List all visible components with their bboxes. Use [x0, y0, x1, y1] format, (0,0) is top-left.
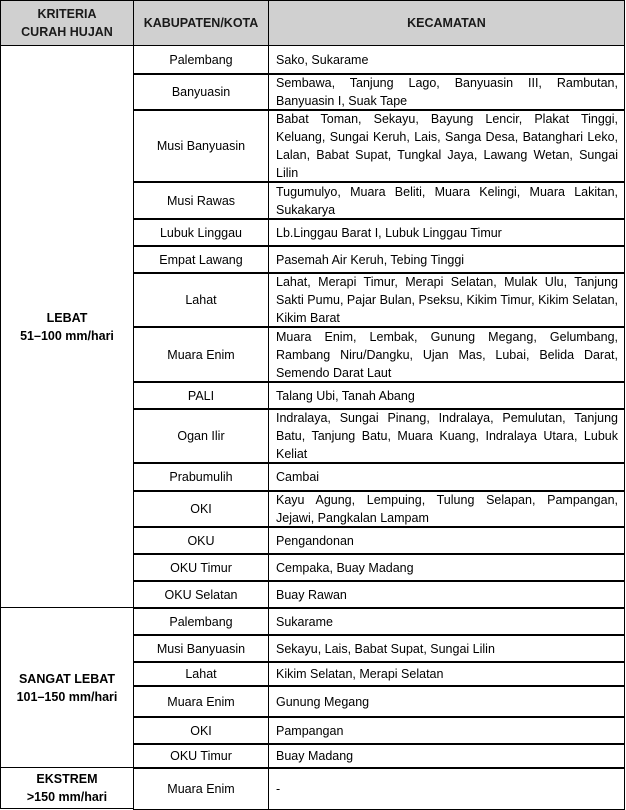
district-cell: [268, 553, 625, 582]
district-cell: [268, 743, 625, 769]
regency-label: Muara Enim: [167, 347, 235, 362]
criteria-cell-sangat-lebat: [0, 607, 134, 768]
regency-label: Lahat: [185, 667, 217, 681]
district-list: Sekayu, Lais, Babat Supat, Sungai Lilin: [276, 641, 495, 656]
district-list: Sako, Sukarame: [276, 53, 369, 67]
regency-label: OKU: [187, 533, 215, 548]
regency-label: Prabumulih: [169, 470, 233, 484]
regency-label: OKI: [190, 502, 212, 516]
header-district: [268, 0, 625, 46]
regency-cell-oki: [133, 490, 269, 528]
district-list: -: [276, 781, 281, 796]
district-list: Lahat, Merapi Timur, Merapi Selatan, Mulak Ulu, Tanjung Sakti Pumu, Pajar Bulan, Pseksu, Kikim Timur, Kikim Selatan, Kikim Barat: [276, 275, 618, 325]
district-cell: [268, 607, 625, 636]
regency-cell-lahat: [133, 272, 269, 328]
district-cell: [268, 218, 625, 247]
district-cell: [268, 580, 625, 609]
regency-cell-muara-enim: [133, 685, 269, 718]
district-cell: [268, 634, 625, 663]
regency-label: OKU Timur: [170, 749, 232, 763]
district-list: Talang Ubi, Tanah Abang: [276, 388, 415, 403]
district-cell: [268, 462, 625, 492]
regency-label: Muara Enim: [167, 694, 235, 709]
regency-label: Muara Enim: [167, 781, 235, 796]
regency-cell-prabumulih: [133, 462, 269, 492]
district-list: Lb.Linggau Barat I, Lubuk Linggau Timur: [276, 225, 502, 240]
regency-label: Lahat: [185, 293, 217, 307]
regency-cell-lahat: [133, 661, 269, 687]
district-cell: [268, 73, 625, 111]
criteria-name: EKSTREM: [36, 772, 98, 786]
regency-label: PALI: [187, 388, 215, 403]
regency-cell-lubuk-linggau: [133, 218, 269, 247]
district-list: Indralaya, Sungai Pinang, Indralaya, Pemulutan, Tanjung Batu, Tanjung Batu, Muara Kuang, Indralaya Utara, Lubuk Keliat: [276, 411, 618, 461]
regency-label: Musi Banyuasin: [156, 139, 246, 153]
district-list: Gunung Megang: [276, 694, 370, 709]
regency-cell-palembang: [133, 45, 269, 75]
regency-cell-musi-banyuasin: [133, 634, 269, 663]
regency-cell-empat-lawang: [133, 245, 269, 274]
regency-label: Banyuasin: [171, 85, 231, 99]
regency-label: Palembang: [169, 53, 233, 67]
regency-cell-oku: [133, 526, 269, 555]
regency-cell-muara-enim: [133, 767, 269, 810]
district-cell: [268, 408, 625, 464]
regency-cell-palembang: [133, 607, 269, 636]
regency-label: OKI: [190, 723, 212, 738]
header-regency: [133, 0, 269, 46]
district-list: Sembawa, Tanjung Lago, Banyuasin III, Rambutan, Banyuasin I, Suak Tape: [276, 76, 618, 108]
criteria-name: LEBAT: [46, 310, 88, 325]
district-list: Cambai: [276, 470, 320, 484]
header-regency-label: KABUPATEN/KOTA: [143, 16, 259, 30]
district-list: Kayu Agung, Lempuing, Tulung Selapan, Pampangan, Jejawi, Pangkalan Lampam: [276, 493, 618, 525]
regency-label: Lubuk Linggau: [159, 225, 243, 240]
regency-cell-musi-banyuasin: [133, 109, 269, 183]
district-list: Pengandonan: [276, 533, 354, 548]
regency-cell-oku-timur: [133, 743, 269, 769]
district-list: Sukarame: [276, 614, 333, 629]
regency-cell-musi-rawas: [133, 181, 269, 220]
district-cell: [268, 490, 625, 528]
header-criteria: [0, 0, 134, 46]
district-cell: [268, 245, 625, 274]
regency-label: Musi Banyuasin: [156, 641, 246, 656]
regency-cell-muara-enim: [133, 326, 269, 383]
regency-label: OKU Timur: [170, 560, 232, 575]
criteria-cell-ekstrem: [0, 767, 134, 809]
district-list: Pampangan: [276, 723, 344, 738]
district-list: Buay Madang: [276, 749, 354, 763]
regency-cell-pali: [133, 381, 269, 410]
regency-label: OKU Selatan: [164, 587, 238, 602]
header-district-label: KECAMATAN: [407, 16, 486, 30]
district-list: Muara Enim, Lembak, Gunung Megang, Gelumbang, Rambang Niru/Dangku, Ujan Mas, Lubai, Belida Darat, Semendo Darat Laut: [276, 329, 618, 380]
district-cell: [268, 685, 625, 718]
district-cell: [268, 526, 625, 555]
criteria-range: 101–150 mm/hari: [16, 689, 118, 704]
district-cell: [268, 716, 625, 745]
regency-cell-oku-timur: [133, 553, 269, 582]
district-cell: [268, 381, 625, 410]
district-cell: [268, 326, 625, 383]
district-list: Buay Rawan: [276, 587, 347, 602]
regency-label: Musi Rawas: [166, 193, 236, 208]
district-cell: [268, 109, 625, 183]
criteria-range: >150 mm/hari: [26, 790, 108, 804]
regency-cell-oki: [133, 716, 269, 745]
regency-label: Ogan Ilir: [177, 429, 225, 443]
regency-cell-banyuasin: [133, 73, 269, 111]
district-list: Tugumulyo, Muara Beliti, Muara Kelingi, Muara Lakitan, Sukakarya: [276, 184, 618, 217]
district-list: Pasemah Air Keruh, Tebing Tinggi: [276, 252, 465, 267]
district-cell: [268, 45, 625, 75]
district-cell: [268, 661, 625, 687]
regency-label: Empat Lawang: [159, 252, 243, 267]
district-list: Babat Toman, Sekayu, Bayung Lencir, Plakat Tinggi, Keluang, Sungai Keruh, Lais, Sanga Desa, Batanghari Leko, Lalan, Babat Supat, Tungkal Jaya, Lawang Wetan, Sungai Lilin: [276, 112, 618, 180]
criteria-cell-lebat: [0, 45, 134, 608]
criteria-name: SANGAT LEBAT: [18, 671, 116, 686]
district-cell: [268, 181, 625, 220]
criteria-range: 51–100 mm/hari: [20, 328, 114, 343]
district-list: Kikim Selatan, Merapi Selatan: [276, 667, 444, 681]
district-cell: [268, 272, 625, 328]
regency-label: Palembang: [169, 614, 233, 629]
regency-cell-oku-selatan: [133, 580, 269, 609]
district-list: Cempaka, Buay Madang: [276, 560, 414, 575]
regency-cell-ogan-ilir: [133, 408, 269, 464]
header-criteria-label: KRITERIA CURAH HUJAN: [21, 7, 113, 39]
district-cell: [268, 767, 625, 810]
